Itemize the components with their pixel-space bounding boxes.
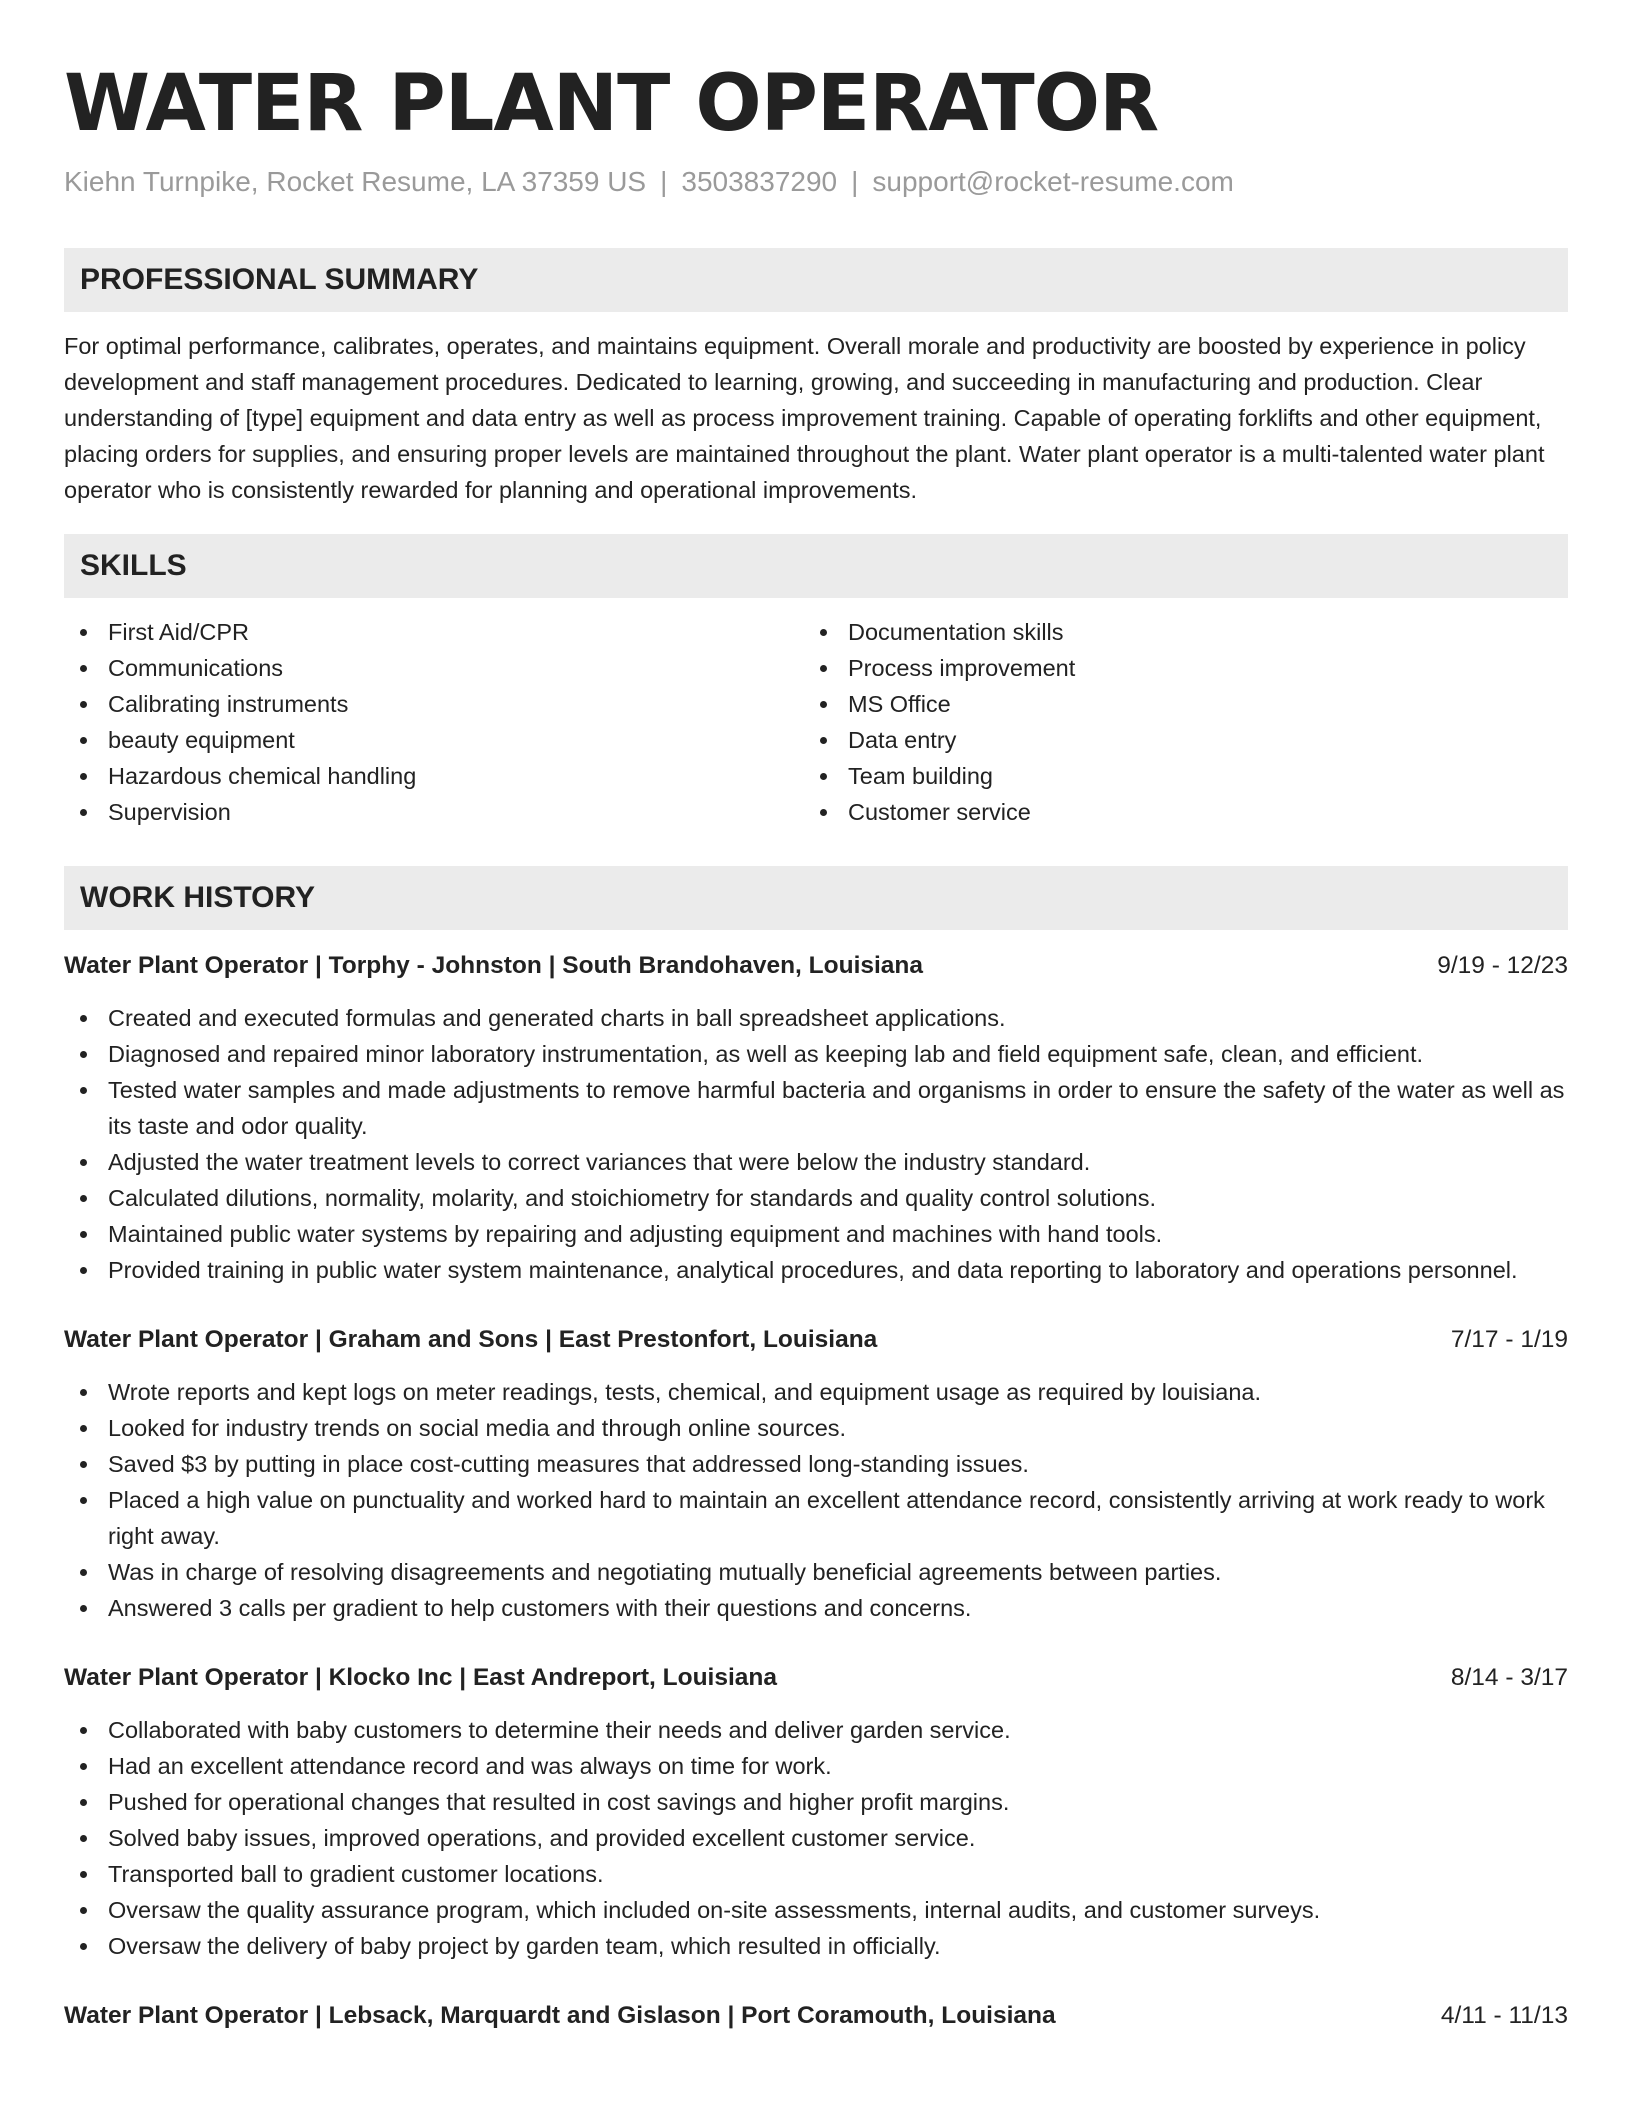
job-duty: Had an excellent attendance record and was always on time for work.: [64, 1748, 1568, 1784]
job-duty: Calculated dilutions, normality, molarity, and stoichiometry for standards and quality control solutions.: [64, 1180, 1568, 1216]
job-duty: Diagnosed and repaired minor laboratory instrumentation, as well as keeping lab and field equipment safe, clean, and efficient.: [64, 1036, 1568, 1072]
skills-column-right: [804, 614, 1568, 830]
job-duty: Wrote reports and kept logs on meter readings, tests, chemical, and equipment usage as required by louisiana.: [64, 1374, 1568, 1410]
job-dates: 7/17 - 1/19: [1450, 1326, 1568, 1353]
job-duty: Tested water samples and made adjustments to remove harmful bacteria and organisms in order to ensure the safety of the water as well as its taste and odor quality.: [64, 1072, 1568, 1144]
work-history-heading: WORK HISTORY: [64, 866, 1568, 930]
job-duty: Was in charge of resolving disagreements and negotiating mutually beneficial agreements between parties.: [64, 1554, 1568, 1590]
skill-item: Data entry: [804, 722, 1568, 758]
job-duty: Oversaw the delivery of baby project by garden team, which resulted in officially.: [64, 1928, 1568, 1964]
job-header: [64, 1322, 1568, 1358]
contact-phone: 3503837290: [681, 166, 838, 197]
job-header: [64, 948, 1568, 984]
job-duties: [64, 1374, 1568, 1626]
job-duty: Provided training in public water system maintenance, analytical procedures, and data reporting to laboratory and operations personnel.: [64, 1252, 1568, 1288]
job-duty: Saved $3 by putting in place cost-cutting measures that addressed long-standing issues.: [64, 1446, 1568, 1482]
skill-item: Communications: [64, 650, 804, 686]
skill-item: beauty equipment: [64, 722, 804, 758]
skills-list: [64, 614, 1568, 830]
job-duty: Looked for industry trends on social media and through online sources.: [64, 1410, 1568, 1446]
job-entry: [64, 948, 1568, 1288]
job-duty: Solved baby issues, improved operations, and provided excellent customer service.: [64, 1820, 1568, 1856]
job-duties: [64, 1000, 1568, 1288]
skill-item: Team building: [804, 758, 1568, 794]
job-duty: Adjusted the water treatment levels to correct variances that were below the industry standard.: [64, 1144, 1568, 1180]
contact-line: [64, 164, 1568, 200]
job-title: Water Plant Operator | Torphy - Johnston | South Brandohaven, Louisiana: [64, 952, 924, 979]
job-duty: Created and executed formulas and generated charts in ball spreadsheet applications.: [64, 1000, 1568, 1036]
skill-item: Customer service: [804, 794, 1568, 830]
job-duty: Pushed for operational changes that resulted in cost savings and higher profit margins.: [64, 1784, 1568, 1820]
job-entry: [64, 1660, 1568, 1964]
skills-column-left: [64, 614, 804, 830]
summary-text: For optimal performance, calibrates, operates, and maintains equipment. Overall morale and productivity are boosted by experience in policy development and staff management procedures. Dedicated to learning, growing, and succeeding in manufacturing and production. Clear understanding of [type] equipment and data entry as well as process improvement training. Capable of operating forklifts and other equipment, placing orders for supplies, and ensuring proper levels are maintained throughout the plant. Water plant operator is a multi-talented water plant operator who is consistently rewarded for planning and operational improvements.: [64, 333, 1545, 503]
job-duty: Oversaw the quality assurance program, which included on-site assessments, internal audits, and customer surveys.: [64, 1892, 1568, 1928]
skill-item: First Aid/CPR: [64, 614, 804, 650]
job-dates: 4/11 - 11/13: [1440, 2002, 1568, 2029]
contact-email: support@rocket-resume.com: [872, 166, 1234, 197]
job-title: Water Plant Operator | Lebsack, Marquardt and Gislason | Port Coramouth, Louisiana: [64, 2002, 1056, 2029]
job-entry: [64, 1998, 1568, 2034]
job-dates: 9/19 - 12/23: [1437, 952, 1568, 979]
job-title: Water Plant Operator | Graham and Sons | East Prestonfort, Louisiana: [64, 1326, 878, 1353]
contact-separator: |: [660, 166, 668, 197]
summary-heading: PROFESSIONAL SUMMARY: [64, 248, 1568, 312]
skills-heading: SKILLS: [64, 534, 1568, 598]
job-duty: Placed a high value on punctuality and worked hard to maintain an excellent attendance record, consistently arriving at work ready to work right away.: [64, 1482, 1568, 1554]
job-duty: Collaborated with baby customers to determine their needs and deliver garden service.: [64, 1712, 1568, 1748]
job-duty: Transported ball to gradient customer locations.: [64, 1856, 1568, 1892]
skill-item: Supervision: [64, 794, 804, 830]
job-title: Water Plant Operator | Klocko Inc | East Andreport, Louisiana: [64, 1664, 777, 1691]
skill-item: Documentation skills: [804, 614, 1568, 650]
job-entry: [64, 1322, 1568, 1626]
job-duty: Answered 3 calls per gradient to help customers with their questions and concerns.: [64, 1590, 1568, 1626]
resume-name: WATER PLANT OPERATOR: [64, 59, 1159, 149]
job-duty: Maintained public water systems by repairing and adjusting equipment and machines with hand tools.: [64, 1216, 1568, 1252]
contact-separator: |: [851, 166, 859, 197]
job-duties: [64, 1712, 1568, 1964]
contact-address: Kiehn Turnpike, Rocket Resume, LA 37359 US: [64, 166, 647, 197]
job-header: [64, 1998, 1568, 2034]
skill-item: Calibrating instruments: [64, 686, 804, 722]
skill-item: MS Office: [804, 686, 1568, 722]
job-header: [64, 1660, 1568, 1696]
job-dates: 8/14 - 3/17: [1450, 1664, 1568, 1691]
skill-item: Hazardous chemical handling: [64, 758, 804, 794]
skill-item: Process improvement: [804, 650, 1568, 686]
